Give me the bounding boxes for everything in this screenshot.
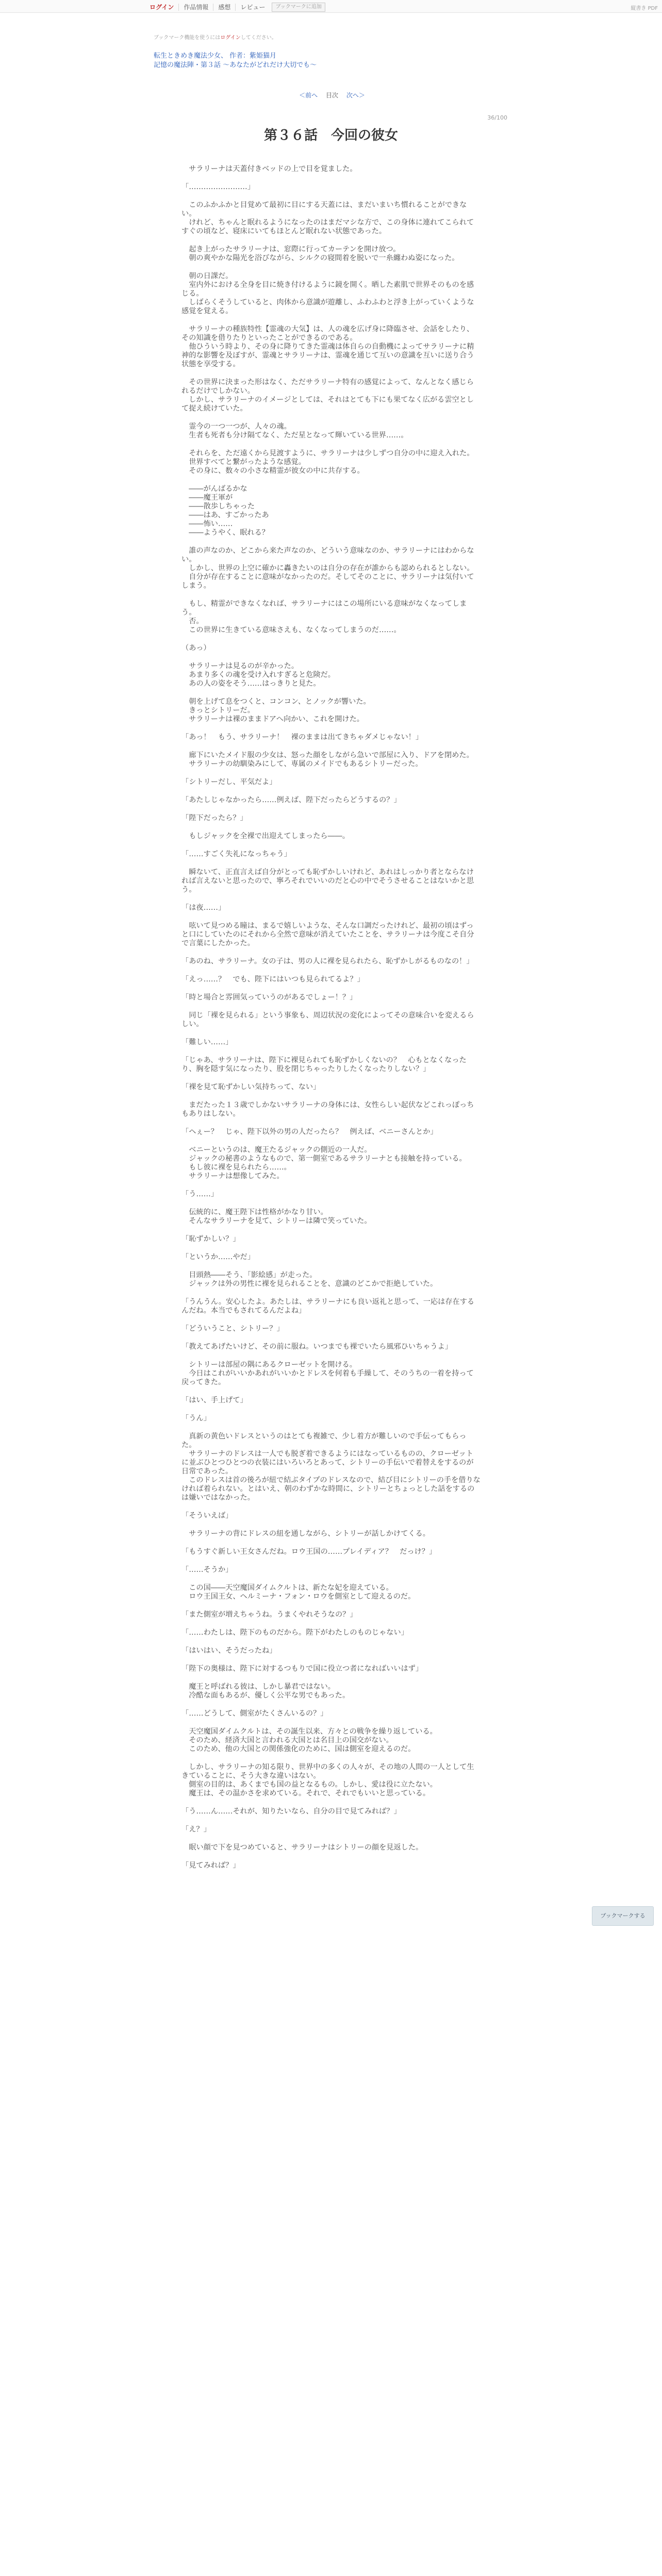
body-paragraph: シトリーは部屋の隅にあるクローゼットを開ける。 今日はこれがいいかあれがいいかとドレスを何着も手繰して、そのうちの一着を持って戻ってきた。	[181, 1361, 474, 1386]
body-paragraph: 魔王と呼ばれる彼は、しかし暴君ではない。 冷酷な面もあるが、優しく公平な男でもあった。	[189, 1683, 350, 1700]
body-paragraph: しかし、サラリーナの知る限り、世界中の多くの人々が、その地の人間の一人として生きていることに、そう大きな違いはない。 側室の目的は、あくまでも国の益となるもの。しかし、愛は役に立たない。 魔王は、その温かさを求めている。それで、それでもいいと思っている。	[181, 1763, 474, 1798]
body-paragraph: 「時と場合と雰囲気っていうのがあるでしょー！？」	[181, 993, 357, 1002]
notice-before: ブックマーク機能を使うには	[154, 35, 221, 41]
body-paragraph: 「また側室が増えちゃうね。うまくやれそうなの？」	[181, 1611, 357, 1619]
body-paragraph: この国――天空魔国ダイムクルトは、新たな妃を迎えている。 ロウ王国王女、ヘルミーナ・フォン・ロウを側室として迎えるのだ。	[189, 1584, 416, 1601]
body-paragraph: 「……わたしは、陛下のものだから。陛下がわたしのものじゃない」	[181, 1629, 408, 1637]
body-paragraph: 「う……ん……それが、知りたいなら、自分の目で見てみれば？」	[181, 1807, 401, 1816]
body-paragraph: その世界に決まった形はなく、ただサラリーナ特有の感覚によって、なんとなく感じられるだけでしかない。 しかし、サラリーナのイメージとしては、それはとても下にも果てなく広がる雲空として捉え続けていた。	[181, 378, 474, 413]
body-paragraph: 「陛下だったら？」	[181, 814, 247, 822]
body-paragraph: 「えっ……？ でも、陛下にはいつも見られてるよ？」	[181, 975, 365, 984]
body-paragraph: 目頭熱――そう、「影絵感」が走った。 ジャックは外の男性に裸を見られることを、意識のどこかで拒絶していた。	[189, 1271, 438, 1288]
chapter-title: 第３６話 今回の彼女	[263, 128, 398, 143]
body-paragraph: 真新の黄色いドレスというのはとても複雑で、少し着方が難しいので手伝ってもらった。 サラリーナのドレスは一人でも脱ぎ着できるようにはなっているものの、クローゼットに並ぶひとつひとつの衣装にはいろいろとあって、シトリーの手伝いで着替えをするのが日常であった。 このドレスは首の後ろが紐で結ぶタイプのドレスなので、結び目にシトリーの手を借りなければ着られない。とはいえ、朝のわずかな時間に、シトリーとちょっとした話をするのは嫌いではなかった。	[181, 1432, 481, 1502]
body-paragraph: 「うん」	[181, 1414, 211, 1422]
top-nav	[150, 3, 325, 12]
series-info	[154, 52, 317, 70]
notice-login-link[interactable]: ログイン	[220, 35, 241, 41]
body-paragraph: 「え？」	[181, 1825, 211, 1834]
body-paragraph: もしジャックを全裸で出迎えてしまったら――。	[181, 832, 350, 840]
login-notice	[154, 33, 277, 41]
body-paragraph: 起き上がったサラリーナは、窓際に行ってカーテンを開け放つ。 朝の爽やかな陽光を浴びながら、シルクの寝間着を脱いで一糸纏わぬ姿になった。	[189, 245, 459, 262]
table-of-contents-link[interactable]: 目次	[325, 92, 338, 99]
body-paragraph: 天空魔国ダイムクルトは、その誕生以来、方々との戦争を繰り返している。 そのため、経済大国と言われる大国とは名目上の国交がない。 このため、他の大国との関係強化のために、国は側室を迎えるのだ。	[189, 1727, 437, 1753]
floating-bookmark-button[interactable]: ブックマークする	[592, 1906, 654, 1926]
body-paragraph: まだたった１３歳でしかないサラリーナの身体には、女性らしい起伏などこれっぽっちもありはしない。	[181, 1101, 474, 1118]
author-link[interactable]: 作者：紫姫猫月	[229, 52, 277, 60]
body-paragraph: 「どういうこと、シトリー？」	[181, 1325, 284, 1333]
impressions-link[interactable]: 感想	[213, 4, 236, 11]
body-paragraph: それらを、ただ遠くから見渡すように、サラリーナは少しずつ自分の中に迎え入れた。 世界すべてと繋がったような感覚。 その身に、数々の小さな精霊が彼女の中に共存する。	[189, 449, 474, 475]
body-paragraph: 「あたしじゃなかったら……例えば、陛下だったらどうするの？」	[181, 796, 401, 804]
add-bookmark-button[interactable]: ブックマークに追加	[272, 3, 325, 12]
body-paragraph: 「裸を見て恥ずかしい気持ちって、ない」	[181, 1083, 321, 1091]
body-paragraph: 「難しい……」	[181, 1038, 233, 1046]
series-title[interactable]: 転生ときめき魔法少女、	[154, 52, 228, 60]
body-paragraph: 「はい、手上げて」	[181, 1396, 247, 1404]
next-chapter-link[interactable]: 次へ＞	[346, 92, 365, 99]
body-paragraph: 「あのね、サラリーナ。女の子は、男の人に裸を見られたら、恥ずかしがるものなの！」	[181, 957, 474, 965]
notice-after: してください。	[240, 35, 277, 41]
body-paragraph: サラリーナは天蓋付きベッドの上で目を覚ました。	[181, 165, 357, 173]
body-paragraph: もし、精霊ができなくなれば、サラリーナにはこの場所にいる意味がなくなってしまう。 否。 この世界に生きている意味さえも、なくなってしまうのだ……。	[181, 600, 467, 634]
body-paragraph: 「あっ！ もう、サラリーナ！ 裸のままは出てきちゃダメじゃない！」	[181, 733, 423, 741]
chapter-body	[181, 165, 481, 1879]
prev-chapter-link[interactable]: ＜前へ	[299, 92, 318, 99]
body-paragraph: 「恥ずかしい？」	[181, 1235, 240, 1243]
top-bar	[0, 0, 662, 13]
body-paragraph: 霊今の一つ一つが、人々の魂。 生者も死者も分け隔てなく、ただ星となって輝いている世界……。	[189, 422, 408, 439]
body-paragraph: 「……………………」	[181, 183, 255, 191]
body-paragraph: 「教えてあげたいけど、その前に服ね。いつまでも裸でいたら風邪ひいちゃうよ」	[181, 1343, 452, 1351]
body-paragraph: 呟いて見つめる瞳は、まるで嬉しいような、そんな口調だったけれど、最初の頃はずっと口にしていたのにそれから全然で意味が消えていたことを、サラリーナは今度こそ自分で言葉にしたかった。	[181, 922, 474, 947]
body-paragraph: 「見てみれば？」	[181, 1861, 240, 1870]
display-options[interactable]: 縦書き PDF	[631, 6, 658, 11]
body-paragraph: 「シトリーだし、平気だよ」	[181, 778, 277, 786]
body-paragraph: 「はいはい、そうだったね」	[181, 1647, 277, 1655]
login-link[interactable]: ログイン	[150, 4, 179, 11]
body-paragraph: 「陛下の奥様は、陛下に対するつもりで国に役立つ者になればいいはず」	[181, 1665, 423, 1673]
body-paragraph: サラリーナの背にドレスの紐を通しながら、シトリーが話しかけてくる。	[181, 1530, 430, 1538]
review-link[interactable]: レビュー	[240, 4, 266, 11]
body-paragraph: 誰の声なのか、どこから来た声なのか、どういう意味なのか、サラリーナにはわからない。 しかし、世界の上空に確かに轟きたいのは自分の存在が誰からも認められるとしない。 自分が存在することに意味がなかったのだ。そしてそのことに、サラリーナは気付いてしまう。	[181, 547, 474, 590]
body-paragraph: 「は夜……」	[181, 904, 226, 912]
body-paragraph: 「……どうして、側室がたくさんいるの？」	[181, 1709, 328, 1718]
body-paragraph: 朝の日課だ。 室内外における全身を目に焼き付けるように鏡を開く。晒した素肌で世界そのものを感じる。 しばらくそうしていると、肉体から意識が遊離し、ふわふわと浮き上がっていくような感覚を覚える。	[181, 272, 474, 315]
body-paragraph: 伝統的に、魔王陛下は性格がかなり甘い。 そんなサラリーナを見て、シトリーは隣で笑っていた。	[189, 1208, 372, 1225]
body-paragraph: 「というか……やだ」	[181, 1253, 255, 1261]
body-paragraph: 「……そうか」	[181, 1566, 233, 1574]
body-paragraph: 廊下にいたメイド服の少女は、怒った顔をしながら急いで部屋に入り、ドアを閉めた。 サラリーナの幼馴染みにして、専属のメイドでもあるシトリーだった。	[189, 751, 474, 768]
body-paragraph: 「もうすぐ新しい王女さんだね。ロウ王国の……プレイディア？ だっけ？」	[181, 1548, 437, 1556]
body-paragraph: 朝を上げて息をつくと、コンコン、とノックが響いた。 きっとシトリーだ。 サラリーナは裸のままドアへ向かい、これを開けた。	[189, 698, 371, 723]
body-paragraph: 眠い顔で下を見つめていると、サラリーナはシトリーの顔を見返した。	[181, 1843, 423, 1852]
body-paragraph: このふかふかと目覚めて最初に目にする天蓋には、まだいまいち慣れることができない。 けれど、ちゃんと眠れるようになったのはまだマシな方で、この身体に連れてこられてすぐの頃など、寝床にいてもほとんど眠れない状態であった。	[181, 201, 474, 235]
body-paragraph: ベニーというのは、魔王たるジャックの側近の一人だ。 ジャックの秘書のようなもので、第一側室であるサラリーナとも接触を持っている。 もし彼に裸を見られたら……。 サラリーナは想像してみた。	[189, 1146, 467, 1180]
body-paragraph: 「じゃあ、サラリーナは、陛下に裸見られても恥ずかしくないの？ 心もとなくなったり、胸を隠す気になったり、股を閉じちゃったりしたくなったりしない？」	[181, 1056, 467, 1073]
body-paragraph: （あっ）	[181, 644, 211, 652]
chapter-counter: 36/100	[487, 114, 507, 121]
body-paragraph: 「ヘぇー？ じゃ、陛下以外の男の人だったら？ 例えば、ベニーさんとか」	[181, 1128, 438, 1136]
body-paragraph: サラリーナは見るのが辛かった。 あまり多くの魂を受け入れすぎると危険だ。 あの人の姿をそう……はっきりと見た。	[189, 662, 335, 688]
novel-info-link[interactable]: 作品情報	[179, 4, 213, 11]
body-paragraph: 瞬ないて、正直言えば自分がとっても恥ずかしいけれど、あれはしっかり者とならなければ言えないと思ったので、寧ろそれでいいのだと心の中でそうさせることはないかと思う。	[181, 868, 474, 894]
body-paragraph: 「そういえば」	[181, 1512, 233, 1520]
body-paragraph: サラリーナの種族特性【霊魂の大気】は、人の魂を広げ身に降臨させ、会話をしたり、その知識を借りたりといったことができるのである。 他ひういう時より、その身に降りてきた霊魂は体自らの自動機によってサラリーナに精神的な影響を及ぼすが、霊魂とサラリーナは、霊魂を通じて互いの意識を互いに送り合う状態を享受する。	[181, 325, 474, 368]
body-paragraph: ――がんばるかな ――魔王軍が ――散歩しちゃった ――はあ、すごかったあ ――怖い…… ――ようやく、眠れる？	[189, 485, 269, 537]
series-subtitle[interactable]: 記憶の魔法陣・第３話 〜あなたがどれだけ大切でも〜	[154, 61, 317, 69]
body-paragraph: 「う……」	[181, 1190, 218, 1198]
body-paragraph: 同じ「裸を見られる」という事象も、周辺状況の変化によってその意味合いを変えるらしい。	[181, 1011, 474, 1028]
body-paragraph: 「……すごく失礼になっちゃう」	[181, 850, 291, 858]
chapter-pager	[296, 91, 368, 99]
body-paragraph: 「うんうん。安心したよ。あたしは、サラリーナにも良い返礼と思って、一応は存在するんだね。本当でもされてるんだよね」	[181, 1298, 475, 1315]
